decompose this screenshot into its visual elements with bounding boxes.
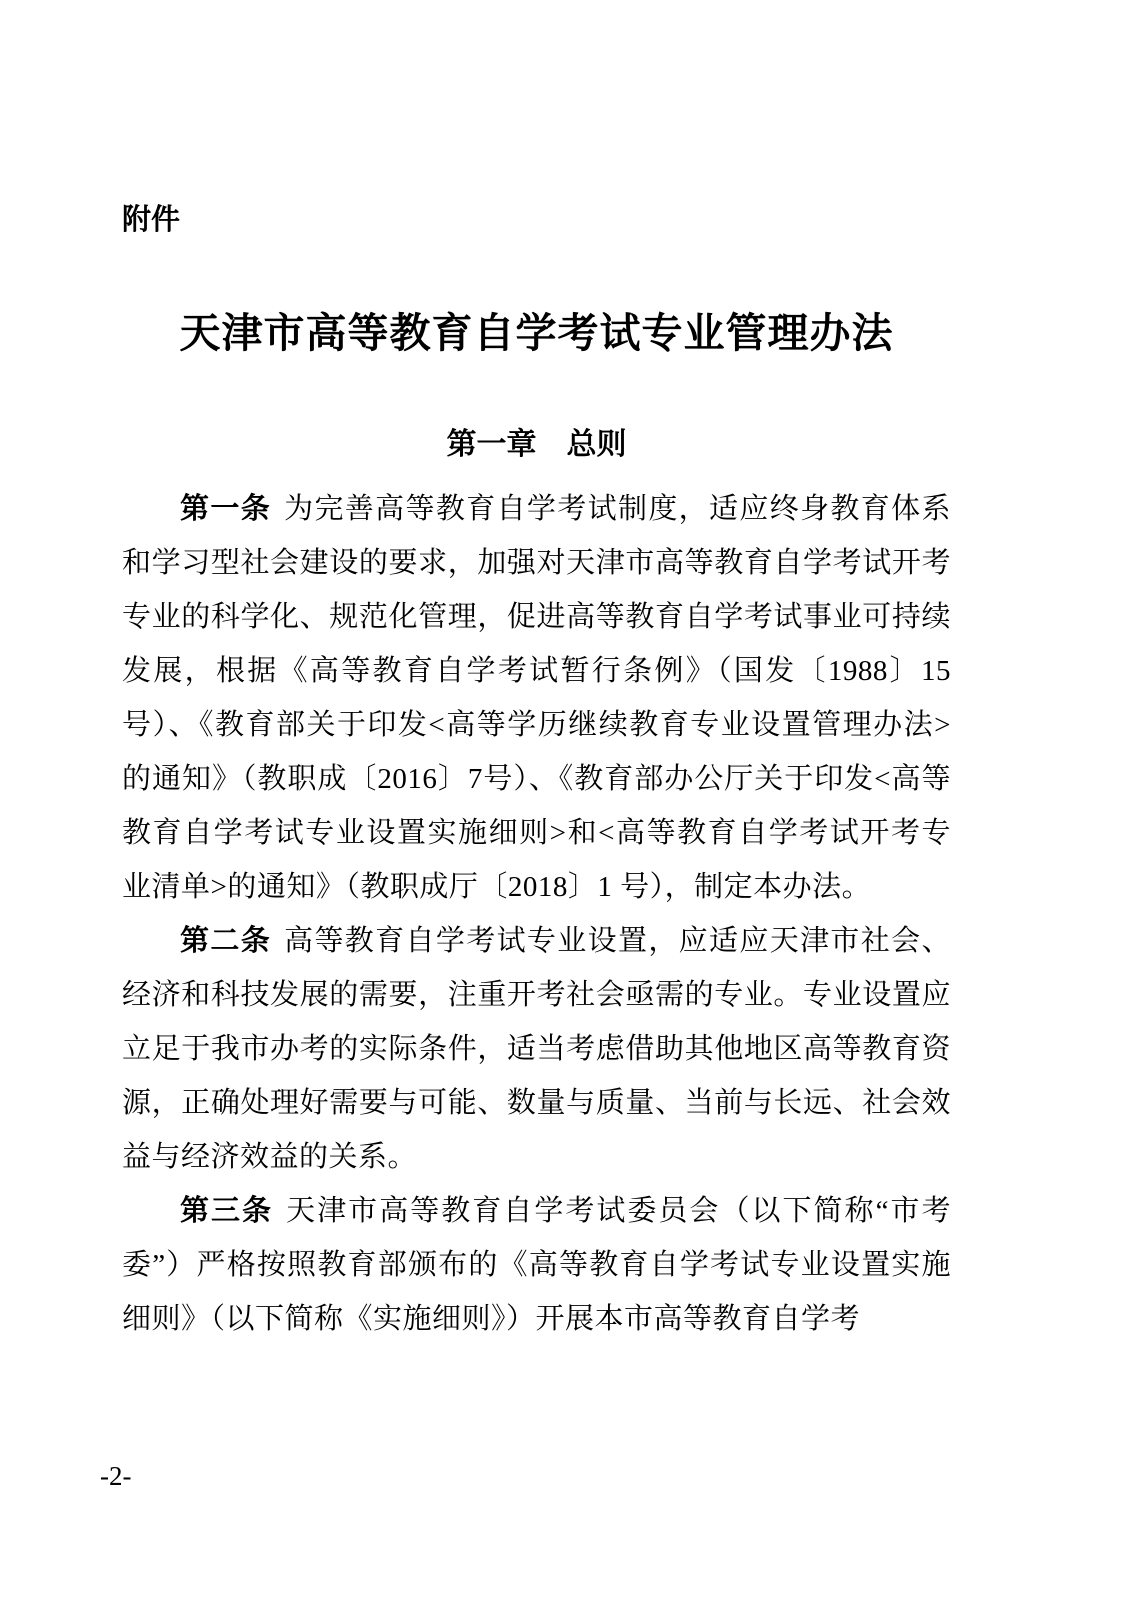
paragraph-article-2	[122, 914, 951, 1184]
document-title: 天津市高等教育自学考试专业管理办法	[179, 310, 894, 356]
article-2-label: 第二条	[180, 925, 272, 957]
chapter-heading: 第一章 总则	[446, 428, 627, 461]
article-3-text: 天津市高等教育自学考试委员会（以下简称“市考委”）严格按照教育部颁布的《高等教育自学考试专业设置实施细则》（以下简称《实施细则》）开展本市高等教育自学考	[122, 1195, 951, 1335]
article-1-label: 第一条	[180, 493, 272, 525]
article-1-text: 为完善高等教育自学考试制度，适应终身教育体系和学习型社会建设的要求，加强对天津市高等教育自学考试开考专业的科学化、规范化管理，促进高等教育自学考试事业可持续发展，根据《高等教育自学考试暂行条例》（国发〔1988〕15 号）、《教育部关于印发<高等学历继续教育专业设置管理办法>的通知》（教职成〔2016〕7号）、《教育部办公厅关于印发<高等教育自学考试专业设置实施细则>和<高等教育自学考试开考专业清单>的通知》（教职成厅〔2018〕1 号），制定本办法。	[122, 493, 951, 903]
paragraph-article-1	[122, 482, 951, 914]
article-3-label: 第三条	[180, 1195, 274, 1227]
document-body	[122, 482, 951, 1346]
article-2-text: 高等教育自学考试专业设置，应适应天津市社会、经济和科技发展的需要，注重开考社会亟需的专业。专业设置应立足于我市办考的实际条件，适当考虑借助其他地区高等教育资源，正确处理好需要与可能、数量与质量、当前与长远、社会效益与经济效益的关系。	[122, 925, 951, 1173]
attachment-label: 附件	[122, 204, 181, 236]
paragraph-article-3	[122, 1184, 951, 1346]
page-number: -2-	[100, 1461, 132, 1491]
